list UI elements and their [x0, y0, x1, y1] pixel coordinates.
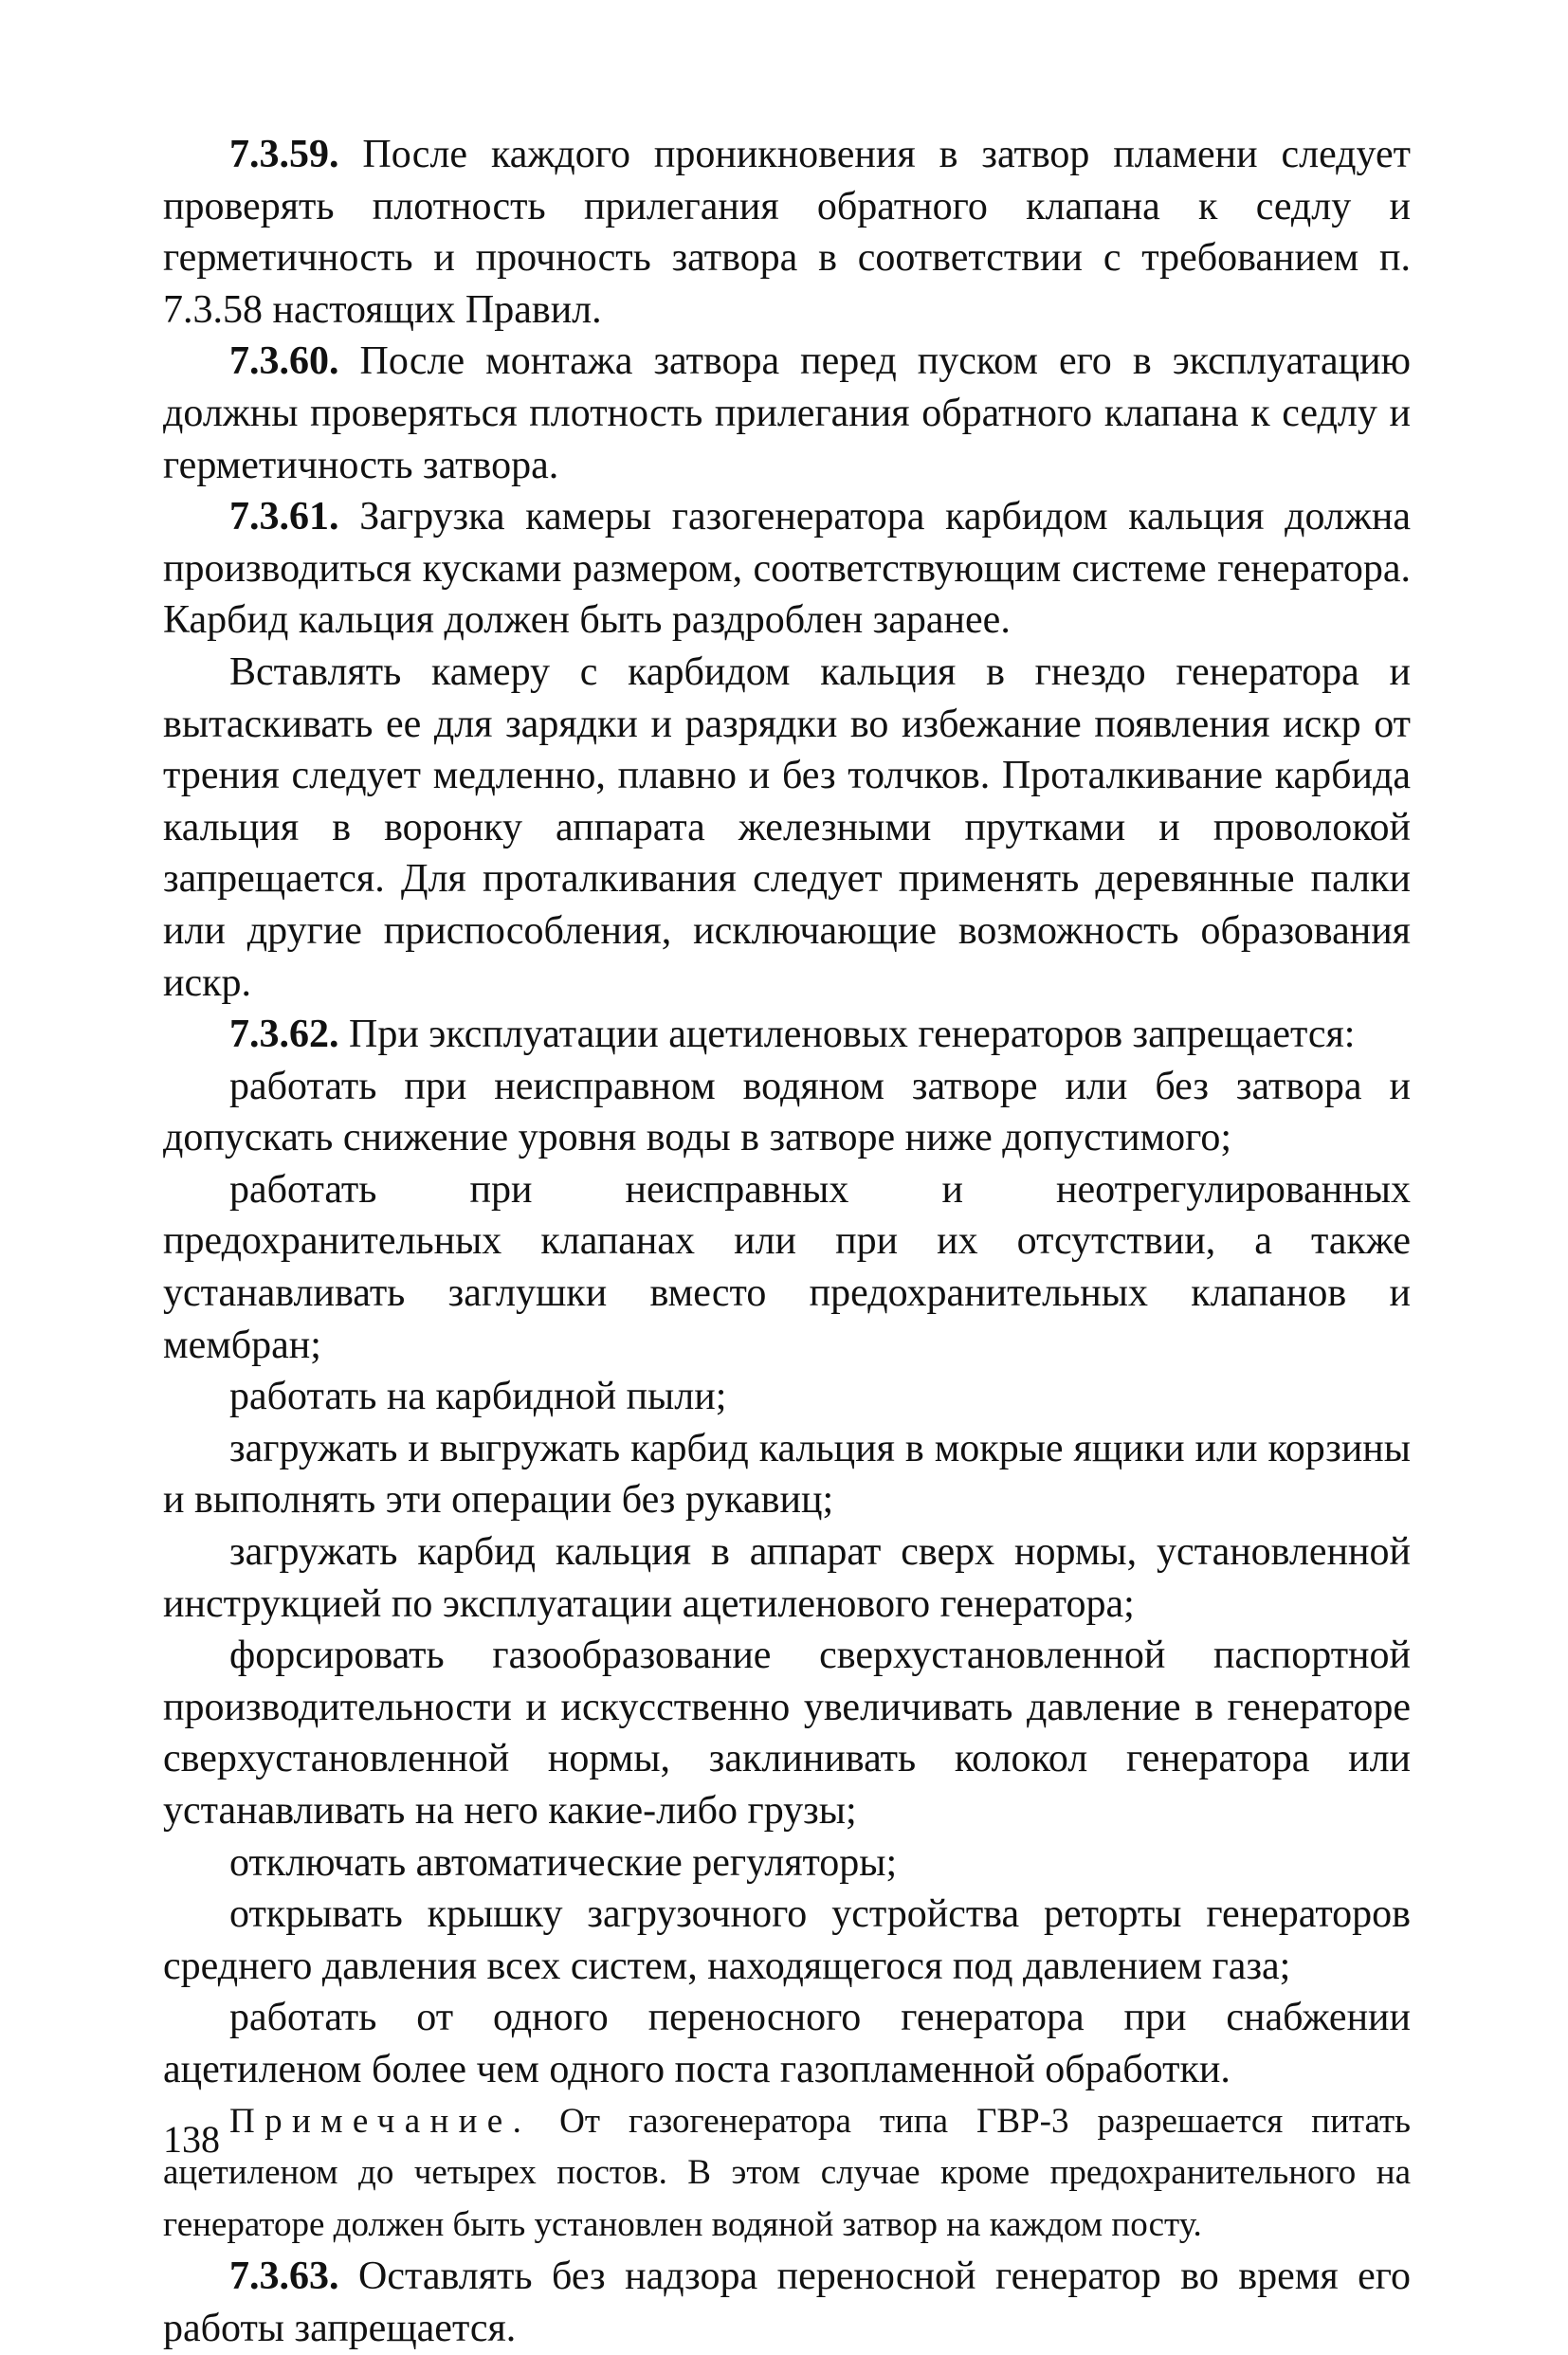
- clause-7-3-59: [163, 129, 1411, 336]
- clause-text: При эксплуатации ацетиленовых генераторов запрещается:: [338, 1013, 1356, 1057]
- paragraph-text: Вставлять камеру с карбидом кальция в гнездо генератора и вытаскивать ее для зарядки и разрядки во избежание появления искр от трения следует медленно, плавно и без толчков. Проталкивание карбида кальция в воронку аппарата железными прутками и проволокой запрещается. Для проталкивания следует применять деревянные палки или другие приспособления, исключающие возможность образования искр.: [163, 649, 1411, 1005]
- prohibition-item: [163, 1423, 1411, 1526]
- prohibition-text: отключать автоматические регуляторы;: [229, 1840, 898, 1885]
- clause-number: 7.3.61.: [229, 495, 339, 539]
- prohibition-item: [163, 1889, 1411, 1992]
- clause-text: После каждого проникновения в затвор пламени следует проверять плотность прилегания обратного клапана к седлу и герметичность и прочность затвора в соответствии с требованием п. 7.3.58 настоящих Правил.: [163, 133, 1411, 332]
- prohibition-text: работать от одного переносного генератора при снабжении ацетиленом более чем одного поста газопламенной обработки.: [163, 1996, 1411, 2091]
- clause-7-3-63: [163, 2251, 1411, 2354]
- document-page: [163, 129, 1411, 2355]
- clause-text: Оставлять без надзора переносной генератор во время его работы запрещается.: [163, 2255, 1411, 2350]
- clause-text: Загрузка камеры газогенератора карбидом кальция должна производиться кусками размером, соответствующим системе генератора. Карбид кальция должен быть раздроблен заранее.: [163, 495, 1411, 643]
- clause-7-3-62: [163, 1009, 1411, 1061]
- clause-7-3-60: [163, 336, 1411, 491]
- prohibition-item: [163, 1061, 1411, 1164]
- note-text: От газогенератора типа ГВР-3 разрешается питать ацетиленом до четырех постов. В этом случае кроме предохранительного на генераторе должен быть установлен водяной затвор на каждом посту.: [163, 2101, 1411, 2244]
- prohibition-item: [163, 1526, 1411, 1630]
- clause-number: 7.3.63.: [229, 2255, 339, 2299]
- prohibition-item: [163, 1630, 1411, 1836]
- clause-number: 7.3.62.: [229, 1013, 339, 1057]
- prohibition-text: работать при неисправном водяном затворе или без затвора и допускать снижение уровня воды в затворе ниже допустимого;: [163, 1064, 1411, 1160]
- prohibition-text: работать на карбидной пыли;: [229, 1375, 727, 1419]
- prohibition-text: работать при неисправных и неотрегулированных предохранительных клапанах или при их отсутствии, а также устанавливать заглушки вместо предохранительных клапанов и мембран;: [163, 1167, 1411, 1367]
- prohibition-text: открывать крышку загрузочного устройства реторты генераторов среднего давления всех систем, находящегося под давлением газа;: [163, 1892, 1411, 1988]
- prohibition-text: загружать карбид кальция в аппарат сверх нормы, установленной инструкцией по эксплуатации ацетиленового генератора;: [163, 1530, 1411, 1626]
- page-number: 138: [163, 2118, 220, 2161]
- note: [163, 2096, 1411, 2252]
- clause-7-3-61-continuation: [163, 647, 1411, 1009]
- prohibition-item: [163, 1164, 1411, 1371]
- note-label: Примечание.: [229, 2101, 532, 2141]
- clause-text: После монтажа затвора перед пуском его в эксплуатацию должны проверяться плотность прилегания обратного клапана к седлу и герметичность затвора.: [163, 339, 1411, 487]
- prohibition-item: [163, 1992, 1411, 2095]
- clause-7-3-61: [163, 491, 1411, 647]
- prohibition-item: [163, 1837, 1411, 1889]
- clause-number: 7.3.60.: [229, 339, 339, 384]
- prohibition-text: форсировать газообразование сверхустановленной паспортной производительности и искусственно увеличивать давление в генераторе сверхустановленной нормы, заклинивать колокол генератора или устанавливать на него какие-либо грузы;: [163, 1634, 1411, 1833]
- clause-number: 7.3.59.: [229, 133, 339, 176]
- prohibition-text: загружать и выгружать карбид кальция в мокрые ящики или корзины и выполнять эти операции без рукавиц;: [163, 1426, 1411, 1523]
- prohibition-item: [163, 1371, 1411, 1423]
